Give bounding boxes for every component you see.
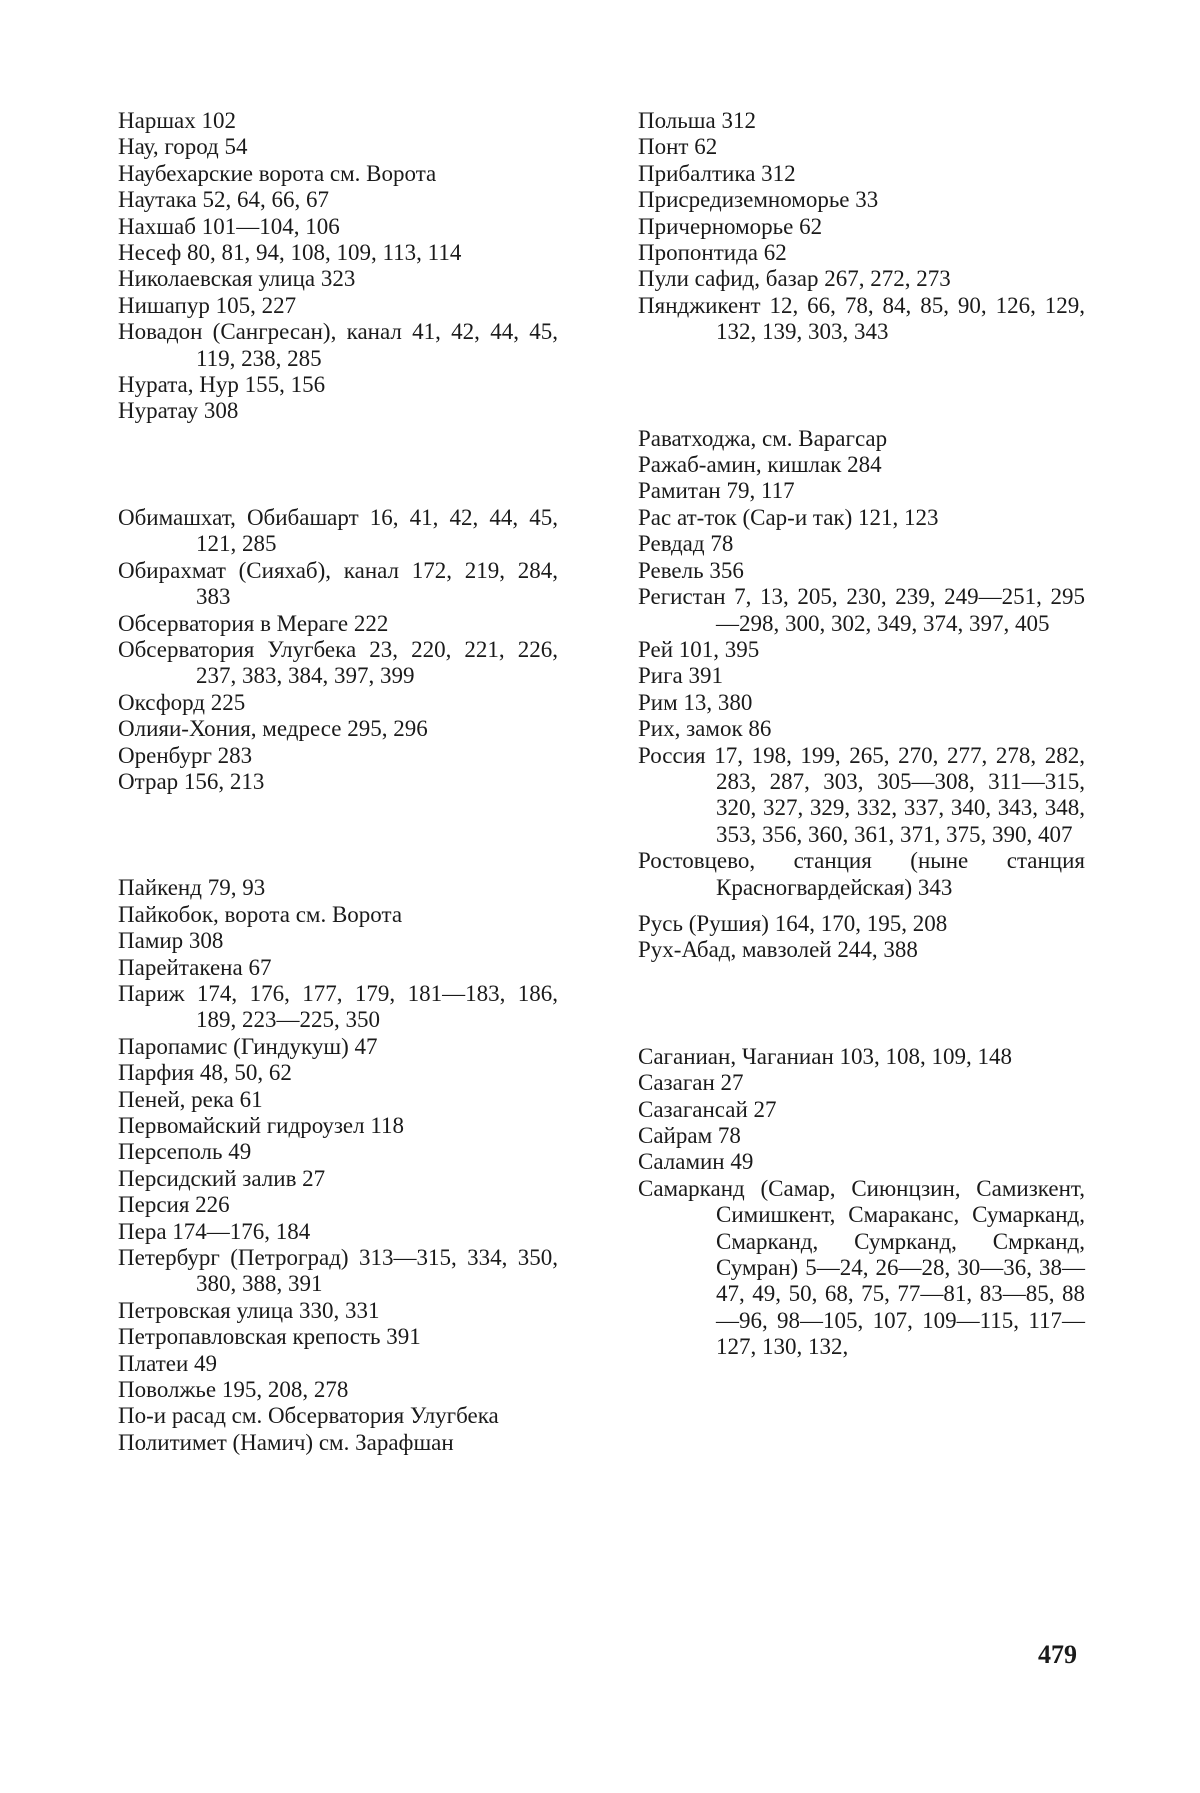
index-entry: Причерноморье 62: [638, 213, 823, 239]
index-entry: Россия 17, 198, 199, 265, 270, 277, 278, 282, 283, 287, 303, 305—308, 311—315, 320, 327, 329, 332, 337, 340, 343, 348, 353, 356, 360, 361, 371, 375, 390, 407: [638, 742, 1085, 847]
index-entry: Петропавловская крепость 391: [118, 1324, 421, 1350]
index-entry: Присредиземноморье 33: [638, 187, 879, 213]
index-entry: Обирахмат (Сияхаб), канал 172, 219, 284, 383: [118, 557, 558, 610]
left-column: [118, 108, 558, 1456]
index-entry: По-и расад см. Обсерватория Улугбека: [118, 1403, 499, 1429]
index-entry: Рей 101, 395: [638, 636, 760, 662]
index-entry: Нишапур 105, 227: [118, 292, 297, 318]
index-entry: Платеи 49: [118, 1350, 218, 1376]
index-entry: Понт 62: [638, 134, 718, 160]
index-entry: Пайкенд 79, 93: [118, 875, 266, 901]
group-spacer: [638, 901, 1085, 911]
index-entry: Прибалтика 312: [638, 160, 796, 186]
index-entry: Оренбург 283: [118, 742, 253, 768]
index-entry: Николаевская улица 323: [118, 266, 356, 292]
index-entry: Персидский залив 27: [118, 1165, 326, 1191]
index-entry: Обсерватория в Мераге 222: [118, 610, 389, 636]
index-entry: Наубехарские ворота см. Ворота: [118, 160, 437, 186]
index-entry: Персеполь 49: [118, 1139, 252, 1165]
index-entry: Пули сафид, базар 267, 272, 273: [638, 266, 951, 292]
index-group-s: [638, 1044, 1085, 1361]
index-entry: Рих, замок 86: [638, 716, 772, 742]
index-entry: Пропонтида 62: [638, 240, 787, 266]
index-entry: Париж 174, 176, 177, 179, 181—183, 186, 189, 223—225, 350: [118, 980, 558, 1033]
index-entry: Наршах 102: [118, 108, 236, 133]
index-entry: Пянджикент 12, 66, 78, 84, 85, 90, 126, 129, 132, 139, 303, 343: [638, 292, 1085, 345]
index-entry: Парфия 48, 50, 62: [118, 1060, 292, 1086]
index-entry: Нахшаб 101—104, 106: [118, 213, 340, 239]
index-entry: Регистан 7, 13, 205, 230, 239, 249—251, 295—298, 300, 302, 349, 374, 397, 405: [638, 584, 1085, 636]
index-entry: Паропамис (Гиндукуш) 47: [118, 1033, 378, 1059]
index-entry: Рух-Абад, мавзолей 244, 388: [638, 937, 918, 963]
index-entry: Сазагансай 27: [638, 1096, 777, 1122]
index-entry: Ревель 356: [638, 557, 744, 583]
index-entry: Памир 308: [118, 928, 224, 954]
index-group-p: [118, 875, 558, 1456]
index-entry: Рим 13, 380: [638, 689, 753, 715]
index-entry: Ростовцево, станция (ныне станция Красногвардейская) 343: [638, 848, 1085, 900]
index-entry: Нурата, Нур 155, 156: [118, 372, 326, 398]
index-entry: Петровская улица 330, 331: [118, 1297, 380, 1323]
index-entry: Парейтакена 67: [118, 954, 272, 980]
group-spacer: [118, 425, 558, 505]
index-entry: Оксфорд 225: [118, 689, 246, 715]
index-entry: Отрар 156, 213: [118, 768, 265, 794]
index-entry: Нуратау 308: [118, 398, 239, 424]
index-entry: Рас ат-ток (Сар-и так) 121, 123: [638, 504, 939, 530]
index-entry: Рига 391: [638, 663, 723, 689]
index-entry: Самарканд (Самар, Сиюнцзин, Самизкент, Симишкент, Смараканс, Сумарканд, Смарканд, Сумрканд, Смрканд, Сумран) 5—24, 26—28, 30—36, 38—47, 49, 50, 68, 75, 77—81, 83—85, 88—96, 98—105, 107, 109—115, 117—127, 130, 132,: [638, 1175, 1085, 1360]
index-entry: Сазаган 27: [638, 1070, 744, 1096]
index-group-p-continued: [638, 108, 1085, 346]
index-entry: Раватходжа, см. Варагсар: [638, 425, 888, 451]
group-spacer: [118, 795, 558, 875]
index-entry: Ражаб-амин, кишлак 284: [638, 452, 882, 478]
index-entry: Саганиан, Чаганиан 103, 108, 109, 148: [638, 1043, 1013, 1069]
index-entry: Нау, город 54: [118, 134, 248, 160]
index-entry: Саламин 49: [638, 1149, 754, 1175]
index-entry: Обсерватория Улугбека 23, 220, 221, 226, 237, 383, 384, 397, 399: [118, 636, 558, 689]
index-entry: Сайрам 78: [638, 1123, 741, 1148]
index-group-r-continued: [638, 911, 1085, 964]
index-entry: Обимашхат, Обибашарт 16, 41, 42, 44, 45, 121, 285: [118, 504, 558, 557]
index-entry: Олияи-Хония, медресе 295, 296: [118, 716, 428, 742]
index-entry: Русь (Рушия) 164, 170, 195, 208: [638, 910, 948, 936]
index-entry: Первомайский гидроузел 118: [118, 1113, 404, 1138]
index-group-o: [118, 505, 558, 795]
right-column: [638, 108, 1085, 1361]
index-group-n: [118, 108, 558, 425]
index-entry: Пайкобок, ворота см. Ворота: [118, 901, 403, 927]
index-entry: Несеф 80, 81, 94, 108, 109, 113, 114: [118, 240, 462, 266]
group-spacer: [638, 964, 1085, 1044]
index-entry: Поволжье 195, 208, 278: [118, 1377, 349, 1403]
index-entry: Новадон (Сангресан), канал 41, 42, 44, 45, 119, 238, 285: [118, 319, 558, 371]
index-group-r: [638, 426, 1085, 901]
page-number: 479: [1038, 1640, 1077, 1669]
group-spacer: [638, 346, 1085, 426]
index-entry: Персия 226: [118, 1192, 230, 1218]
index-entry: Пеней, река 61: [118, 1086, 263, 1112]
index-entry: Рамитан 79, 117: [638, 478, 795, 504]
index-entry: Политимет (Намич) см. Зарафшан: [118, 1429, 454, 1455]
index-entry: Ревдад 78: [638, 531, 734, 557]
index-entry: Польша 312: [638, 108, 756, 133]
index-entry: Пера 174—176, 184: [118, 1218, 311, 1244]
index-entry: Петербург (Петроград) 313—315, 334, 350, 380, 388, 391: [118, 1245, 558, 1297]
index-entry: Наутака 52, 64, 66, 67: [118, 187, 329, 213]
